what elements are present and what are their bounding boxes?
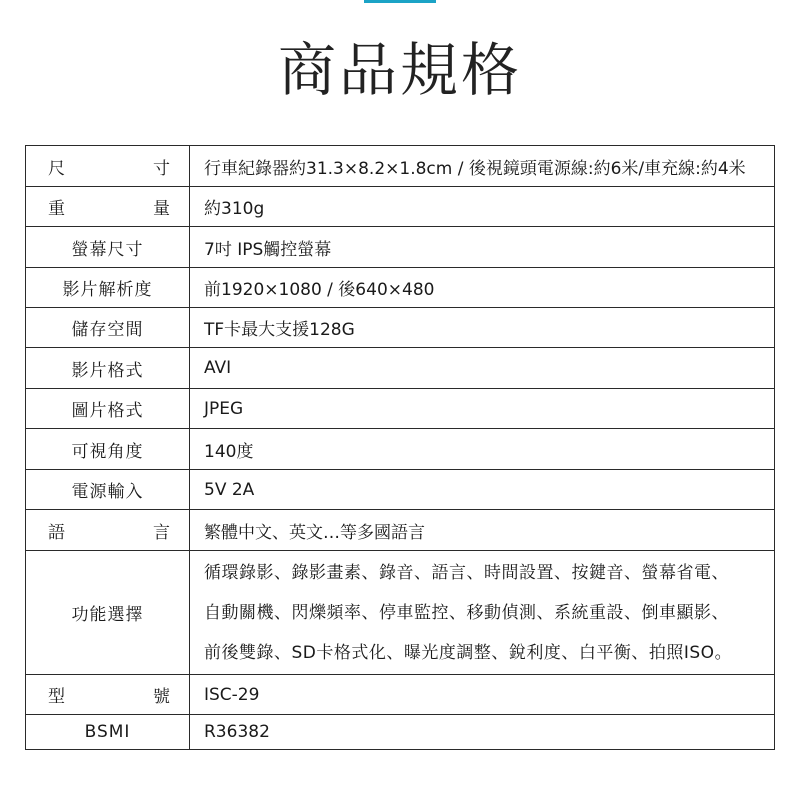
- spec-value: 前1920×1080 / 後640×480: [190, 268, 775, 308]
- spec-value-functions: [190, 551, 775, 675]
- spec-row-bsmi: [26, 715, 775, 750]
- spec-row-size: [26, 146, 775, 187]
- page-title: 商品規格: [277, 36, 522, 104]
- spec-table: [25, 145, 775, 750]
- spec-value: 140度: [190, 429, 775, 470]
- spec-value: JPEG: [190, 389, 775, 429]
- spec-label: 語 言: [26, 510, 190, 551]
- spec-value: 5V 2A: [190, 470, 775, 510]
- spec-row-video-format: [26, 348, 775, 389]
- spec-row-model: [26, 675, 775, 715]
- spec-value: 行車紀錄器約31.3×8.2×1.8cm / 後視鏡頭電源線:約6米/車充線:約4米: [190, 146, 775, 187]
- functions-line: 前後雙錄、SD卡格式化、曝光度調整、銳利度、白平衡、拍照ISO。: [204, 642, 733, 663]
- spec-label: 儲存空間: [26, 308, 190, 348]
- spec-value: 繁體中文、英文…等多國語言: [190, 510, 775, 551]
- spec-label: 型 號: [26, 675, 190, 715]
- spec-row-language: [26, 510, 775, 551]
- functions-line: 循環錄影、錄影畫素、錄音、語言、時間設置、按鍵音、螢幕省電、: [204, 562, 729, 583]
- spec-row-weight: [26, 187, 775, 227]
- spec-value: 約310g: [190, 187, 775, 227]
- spec-label: 電源輸入: [26, 470, 190, 510]
- spec-label: 影片解析度: [26, 268, 190, 308]
- spec-label: BSMI: [26, 715, 190, 750]
- spec-row-functions: [26, 551, 775, 675]
- spec-row-video-resolution: [26, 268, 775, 308]
- functions-line: 自動關機、閃爍頻率、停車監控、移動偵測、系統重設、倒車顯影、: [204, 602, 729, 623]
- spec-value: TF卡最大支援128G: [190, 308, 775, 348]
- spec-row-storage: [26, 308, 775, 348]
- spec-label: 尺 寸: [26, 146, 190, 187]
- spec-label: 重 量: [26, 187, 190, 227]
- spec-value: AVI: [190, 348, 775, 389]
- spec-value: ISC-29: [190, 675, 775, 715]
- spec-row-power-input: [26, 470, 775, 510]
- spec-value: 7吋 IPS觸控螢幕: [190, 227, 775, 268]
- spec-row-view-angle: [26, 429, 775, 470]
- spec-label: 圖片格式: [26, 389, 190, 429]
- spec-label: 功能選擇: [26, 551, 190, 675]
- spec-label: 可視角度: [26, 429, 190, 470]
- spec-label: 螢幕尺寸: [26, 227, 190, 268]
- spec-value: R36382: [190, 715, 775, 750]
- spec-row-screen-size: [26, 227, 775, 268]
- spec-label: 影片格式: [26, 348, 190, 389]
- spec-row-image-format: [26, 389, 775, 429]
- accent-bar: [364, 0, 436, 3]
